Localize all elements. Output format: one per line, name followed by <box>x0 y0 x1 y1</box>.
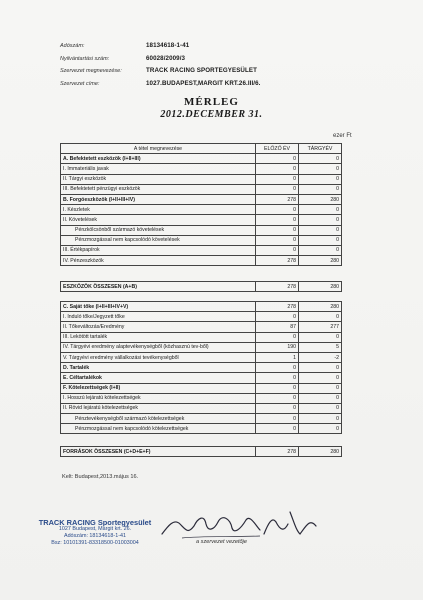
assets-cell-curr: 280 <box>299 256 342 266</box>
page-title: MÉRLEG <box>184 96 239 108</box>
liabilities-cell-curr: 0 <box>299 332 342 342</box>
assets-cell-curr: 0 <box>299 245 342 255</box>
header-row-name <box>60 65 260 78</box>
table-row <box>61 322 342 332</box>
assets-cell-prev: 278 <box>256 256 299 266</box>
assets-total-curr: 280 <box>299 282 342 292</box>
assets-body <box>61 154 342 266</box>
liabilities-cell-prev: 0 <box>256 414 299 424</box>
liabilities-total-table <box>60 446 342 457</box>
assets-cell-curr: 0 <box>299 164 342 174</box>
liabilities-cell-prev: 0 <box>256 332 299 342</box>
table-row <box>61 194 342 204</box>
assets-cell-item: I. Készletek <box>61 205 256 215</box>
table-row-total <box>61 282 342 292</box>
liabilities-total-label: FORRÁSOK ÖSSZESEN (C+D+E+F) <box>61 447 256 457</box>
liabilities-total-curr: 280 <box>299 447 342 457</box>
assets-cell-item: I. Immateriális javak <box>61 164 256 174</box>
header-value: TRACK RACING SPORTEGYESÜLET <box>146 67 257 75</box>
date-place: Kelt: Budapest,2013.május 16. <box>62 474 139 480</box>
assets-cell-prev: 0 <box>256 205 299 215</box>
liabilities-cell-item: III. Lekötött tartalék <box>61 332 256 342</box>
header-value: 18134618-1-41 <box>146 42 190 49</box>
liabilities-cell-item: I. Hosszú lejáratú kötelezettségek <box>61 393 256 403</box>
table-row-total <box>61 447 342 457</box>
assets-cell-item: III. Befektetett pénzügyi eszközök <box>61 184 256 194</box>
assets-cell-prev: 0 <box>256 154 299 164</box>
liabilities-cell-curr: 0 <box>299 383 342 393</box>
assets-cell-item: II. Tárgyi eszközök <box>61 174 256 184</box>
organization-stamp <box>30 519 160 547</box>
assets-cell-prev: 0 <box>256 215 299 225</box>
liabilities-cell-curr: 0 <box>299 414 342 424</box>
assets-cell-curr: 0 <box>299 215 342 225</box>
assets-cell-item: B. Forgóeszközök (I+II+III+IV) <box>61 194 256 204</box>
assets-cell-prev: 0 <box>256 184 299 194</box>
liabilities-cell-item: F. Kötelezettségek (I+II) <box>61 383 256 393</box>
assets-cell-curr: 0 <box>299 184 342 194</box>
assets-cell-item: IV. Pénzeszközök <box>61 256 256 266</box>
liabilities-cell-curr: 0 <box>299 363 342 373</box>
liabilities-cell-prev: 0 <box>256 403 299 413</box>
assets-cell-item: Pénzmozgással nem kapcsolódó követelések <box>61 235 256 245</box>
col-header-curr: TÁRGYÉV <box>299 144 342 154</box>
stamp-line: TRACK RACING Sportegyesület <box>38 518 152 527</box>
liabilities-cell-curr: -2 <box>299 352 342 362</box>
table-row <box>61 245 342 255</box>
signature-label: a szervezet vezetője <box>196 539 247 545</box>
assets-cell-item: II. Követelések <box>61 215 256 225</box>
signature-image <box>160 504 330 544</box>
table-row <box>61 225 342 235</box>
liabilities-table <box>60 301 342 434</box>
liabilities-cell-item: I. Induló tőke/Jegyzett tőke <box>61 312 256 322</box>
stamp-line: Bsz: 10101391-83318500-01003004 <box>51 540 139 546</box>
unit-label: ezer Ft <box>333 133 352 139</box>
header-row-tax <box>60 40 260 53</box>
header-row-address <box>60 78 260 91</box>
table-row <box>61 424 342 434</box>
page-subtitle: 2012.DECEMBER 31. <box>160 109 263 120</box>
liabilities-cell-prev: 190 <box>256 342 299 352</box>
liabilities-cell-item: II. Rövid lejáratú kötelezettségek <box>61 403 256 413</box>
table-row <box>61 256 342 266</box>
assets-cell-item: III. Értékpapírok <box>61 245 256 255</box>
liabilities-cell-curr: 277 <box>299 322 342 332</box>
assets-cell-prev: 278 <box>256 194 299 204</box>
liabilities-body <box>61 302 342 434</box>
table-row <box>61 312 342 322</box>
liabilities-cell-prev: 87 <box>256 322 299 332</box>
table-row <box>61 205 342 215</box>
assets-cell-prev: 0 <box>256 235 299 245</box>
liabilities-cell-item: E. Céltartalékok <box>61 373 256 383</box>
header-label: Szervezet megnevezése: <box>60 68 122 75</box>
assets-cell-curr: 0 <box>299 225 342 235</box>
liabilities-cell-item: Pénzmozgással nem kapcsolódó kötelezettségek <box>61 424 256 434</box>
table-row <box>61 342 342 352</box>
header-value: 60028/2009/3 <box>146 54 186 62</box>
table-row <box>61 352 342 362</box>
table-header-row <box>61 144 342 154</box>
assets-cell-curr: 0 <box>299 205 342 215</box>
header-row-reg <box>60 53 260 66</box>
table-row <box>61 154 342 164</box>
header-value: 1027.BUDAPEST,MARGIT KRT.26.III/6. <box>146 79 261 87</box>
assets-total-prev: 278 <box>256 282 299 292</box>
table-row <box>61 235 342 245</box>
assets-cell-prev: 0 <box>256 174 299 184</box>
liabilities-cell-prev: 1 <box>256 352 299 362</box>
stamp-line: 1027 Budapest, Margit krt. 26. <box>58 526 132 532</box>
table-row <box>61 383 342 393</box>
liabilities-cell-prev: 0 <box>256 393 299 403</box>
assets-cell-prev: 0 <box>256 245 299 255</box>
liabilities-cell-prev: 278 <box>256 302 299 312</box>
assets-cell-item: A. Befektetett eszközök (I+II+III) <box>61 154 256 164</box>
header-label: Nyilvántartási szám: <box>60 55 110 62</box>
assets-cell-item: Pénzkölcsönből származó követelések <box>61 225 256 235</box>
table-row <box>61 403 342 413</box>
liabilities-cell-item: D. Tartalék <box>61 363 256 373</box>
liabilities-cell-curr: 5 <box>299 342 342 352</box>
liabilities-cell-item: Pénztevékenységből származó kötelezettségek <box>61 414 256 424</box>
table-row <box>61 393 342 403</box>
liabilities-cell-item: C. Saját tőke (I+II+III+IV+V) <box>61 302 256 312</box>
liabilities-cell-curr: 0 <box>299 393 342 403</box>
liabilities-cell-prev: 0 <box>256 424 299 434</box>
table-row <box>61 363 342 373</box>
table-row <box>61 302 342 312</box>
liabilities-cell-item: V. Tárgyévi eredmény vállalkozási tevékenységből <box>61 352 256 362</box>
assets-table <box>60 143 342 266</box>
assets-total-table <box>60 281 342 292</box>
liabilities-cell-prev: 0 <box>256 383 299 393</box>
liabilities-cell-curr: 0 <box>299 373 342 383</box>
table-row <box>61 373 342 383</box>
table-row <box>61 332 342 342</box>
liabilities-cell-prev: 0 <box>256 373 299 383</box>
table-row <box>61 174 342 184</box>
liabilities-cell-curr: 0 <box>299 424 342 434</box>
assets-total-label: ESZKÖZÖK ÖSSZESEN (A+B) <box>61 282 256 292</box>
header-label: Szervezet címe: <box>60 80 100 87</box>
assets-cell-curr: 0 <box>299 174 342 184</box>
table-row <box>61 164 342 174</box>
assets-cell-curr: 0 <box>299 235 342 245</box>
table-row <box>61 184 342 194</box>
table-row <box>61 215 342 225</box>
table-row <box>61 414 342 424</box>
header-label: Adószám: <box>60 43 85 49</box>
liabilities-cell-prev: 0 <box>256 312 299 322</box>
assets-cell-curr: 0 <box>299 154 342 164</box>
liabilities-cell-item: II. Tőkeváltozás/Eredmény <box>61 322 256 332</box>
liabilities-cell-curr: 0 <box>299 403 342 413</box>
assets-cell-prev: 0 <box>256 225 299 235</box>
col-header-item: A tétel megnevezése <box>61 144 256 154</box>
liabilities-cell-curr: 280 <box>299 302 342 312</box>
col-header-prev: ELŐZŐ ÉV <box>256 144 299 154</box>
header-block <box>60 40 260 90</box>
liabilities-cell-item: IV. Tárgyévi eredmény alaptevékenységből (közhasznú tev-ből) <box>61 342 256 352</box>
stamp-line: Adószám: 18134618-1-41 <box>63 533 127 539</box>
assets-cell-prev: 0 <box>256 164 299 174</box>
liabilities-cell-prev: 0 <box>256 363 299 373</box>
assets-cell-curr: 280 <box>299 194 342 204</box>
liabilities-total-prev: 278 <box>256 447 299 457</box>
liabilities-cell-curr: 0 <box>299 312 342 322</box>
